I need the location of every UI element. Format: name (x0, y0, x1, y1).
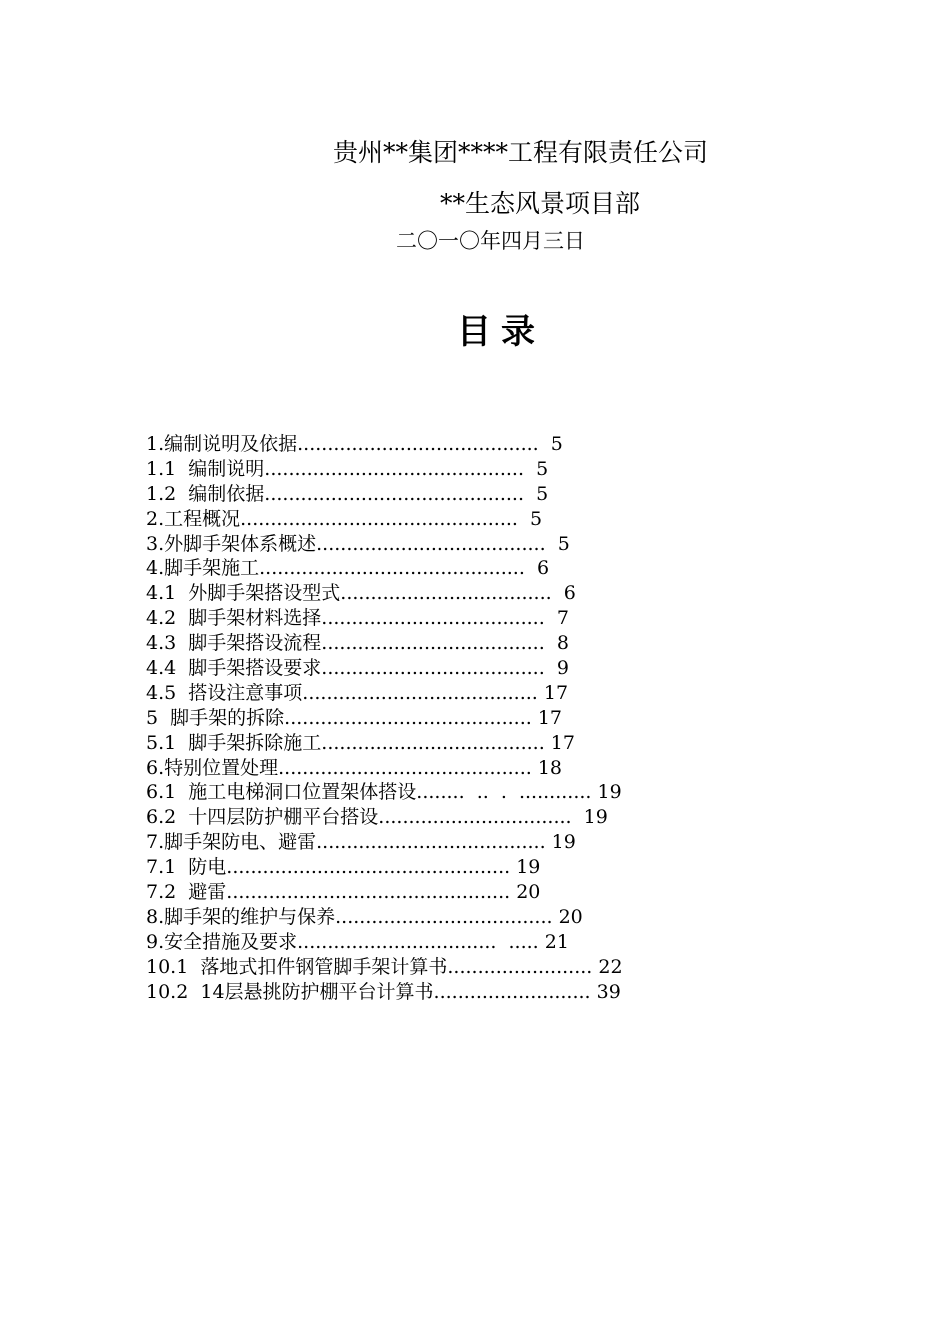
company-name: 贵州**集团****工程有限责任公司 (333, 138, 709, 167)
toc-entry: 2.工程概况.............................................. 5 (146, 507, 543, 530)
toc-entry: 3.外脚手架体系概述...................................... 5 (146, 532, 570, 555)
toc-entry: 1.1 编制说明........................................... 5 (146, 457, 549, 480)
toc-entry: 7.2 避雷............................................... 20 (146, 881, 541, 904)
toc-entry: 4.4 脚手架搭设要求..................................... 9 (146, 657, 569, 680)
toc-entry: 4.脚手架施工............................................ 6 (146, 557, 550, 580)
toc-title: 目录 (457, 312, 545, 352)
toc-entry: 5.1 脚手架拆除施工..................................... 17 (146, 731, 575, 754)
table-of-contents (146, 432, 826, 1004)
toc-entry: 1.编制说明及依据........................................ 5 (146, 433, 563, 455)
toc-entry: 9.安全措施及要求................................. ..... 21 (146, 930, 569, 953)
toc-entry: 4.5 搭设注意事项....................................... 17 (146, 681, 569, 704)
toc-entry: 5 脚手架的拆除......................................... 17 (146, 706, 563, 729)
toc-entry: 7.1 防电............................................... 19 (146, 856, 541, 879)
toc-entry: 1.2 编制依据........................................... 5 (146, 482, 549, 505)
toc-entry: 4.2 脚手架材料选择..................................... 7 (146, 607, 569, 630)
project-department: **生态风景项目部 (440, 189, 641, 218)
toc-entry: 7.脚手架防电、避雷...................................... 19 (146, 831, 576, 854)
toc-entry: 6.1 施工电梯洞口位置架体搭设........ .. . ............ 19 (146, 781, 622, 804)
toc-entry: 4.1 外脚手架搭设型式................................... 6 (146, 582, 576, 605)
toc-entry: 6.2 十四层防护棚平台搭设................................ 19 (146, 806, 608, 829)
toc-entry: 10.1 落地式扣件钢管脚手架计算书........................ 22 (146, 955, 623, 978)
toc-entry: 8.脚手架的维护与保养.................................... 20 (146, 905, 583, 928)
document-date: 二〇一〇年四月三日 (396, 229, 585, 253)
toc-entry: 4.3 脚手架搭设流程..................................... 8 (146, 632, 569, 655)
toc-entry: 6.特别位置处理.......................................... 18 (146, 756, 563, 779)
toc-entry: 10.2 14层悬挑防护棚平台计算书.......................... 39 (146, 980, 621, 1003)
